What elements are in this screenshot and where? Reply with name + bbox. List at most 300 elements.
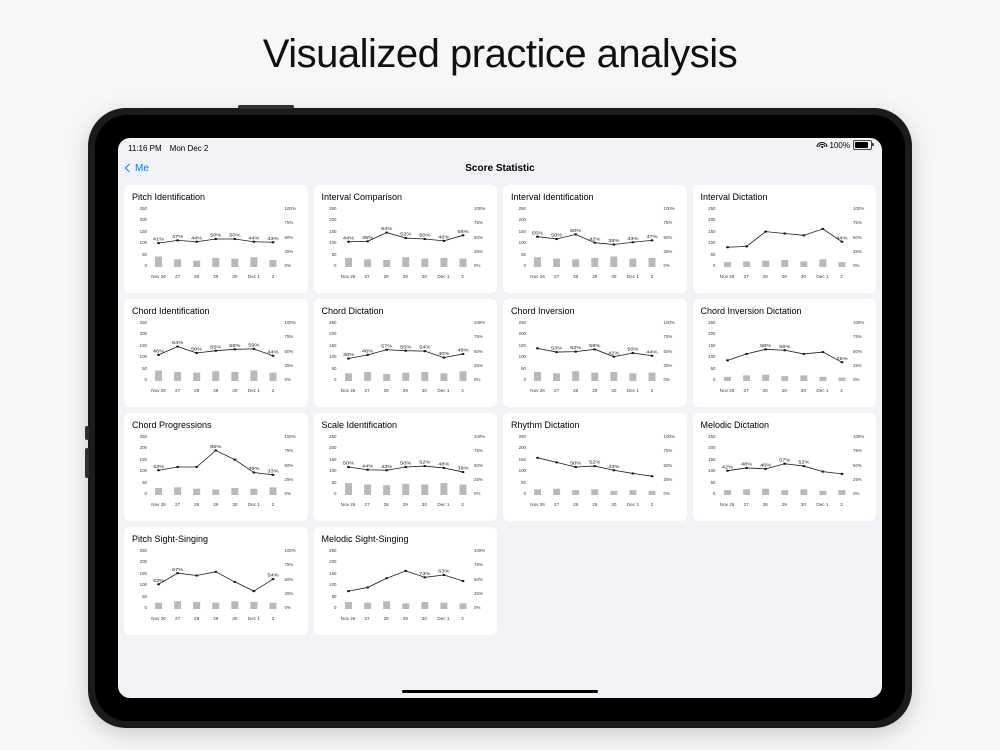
x-axis-tick: 30 (611, 502, 617, 507)
x-axis-tick: 28 (383, 274, 389, 279)
y-axis-right-tick: 25% (474, 476, 483, 482)
svg-text:50%: 50% (551, 234, 563, 239)
y-axis-left-tick: 50 (521, 251, 526, 257)
svg-text:44%: 44% (248, 236, 260, 242)
y-axis-right-tick: 75% (853, 334, 862, 340)
y-axis-right-tick: 25% (853, 248, 862, 254)
svg-text:73%: 73% (418, 572, 430, 577)
status-date: Mon Dec 2 (169, 144, 209, 153)
stat-card[interactable] (503, 299, 687, 407)
y-axis-right (664, 434, 680, 496)
x-axis-tick: 2 (271, 388, 275, 393)
stat-card-title: Chord Dictation (321, 306, 384, 316)
x-axis-tick: 2 (461, 388, 464, 393)
y-axis-left-tick: 200 (329, 217, 337, 223)
y-axis-left-tick: 0 (334, 490, 337, 496)
battery-percent-label: 100% (829, 140, 850, 150)
y-axis-right-tick: 100% (284, 320, 296, 325)
chart-plot-area (510, 204, 680, 284)
stat-card-title: Scale Identification (321, 420, 398, 430)
y-axis-left-tick: 250 (329, 548, 337, 553)
svg-text:57%: 57% (380, 344, 392, 350)
y-axis-left-tick: 250 (329, 434, 337, 439)
volume-down-button[interactable] (85, 448, 89, 478)
y-axis-left-tick: 50 (331, 251, 337, 257)
y-axis-left-tick: 250 (708, 320, 716, 325)
x-axis-tick: Dec 1 (816, 502, 829, 507)
x-axis-tick: 29 (592, 502, 598, 507)
y-axis-right-tick: 75% (284, 562, 294, 568)
y-axis-left (321, 206, 337, 268)
y-axis-left-tick: 150 (139, 342, 147, 348)
y-axis-left-tick: 150 (708, 228, 716, 234)
stat-card[interactable] (314, 185, 498, 293)
x-axis-tick: 2 (271, 616, 275, 621)
svg-text:43%: 43% (608, 465, 620, 470)
x-axis-tick: 29 (213, 274, 219, 279)
x-axis-tick: 30 (800, 388, 806, 393)
chart-plot-area (321, 204, 491, 284)
svg-text:58%: 58% (589, 344, 601, 349)
stat-card[interactable] (124, 299, 308, 407)
svg-text:45%: 45% (361, 236, 373, 241)
y-axis-left-tick: 50 (710, 251, 716, 257)
x-axis-tick: Nov 26 (530, 502, 545, 507)
svg-text:58%: 58% (759, 344, 771, 349)
y-axis-right (664, 320, 680, 382)
x-axis-tick: 30 (232, 616, 238, 621)
chart-plot-area (700, 204, 870, 284)
svg-text:50%: 50% (627, 348, 639, 353)
svg-text:38%: 38% (342, 353, 354, 358)
x-axis-tick: 28 (194, 274, 200, 279)
svg-text:44%: 44% (361, 464, 373, 470)
y-axis-right-tick: 100% (853, 206, 865, 211)
x-axis-tick: Nov 26 (340, 502, 356, 507)
ipad-device-frame (88, 108, 912, 728)
x-axis-tick: Dec 1 (626, 388, 639, 393)
y-axis-right-tick: 75% (284, 220, 294, 226)
svg-text:38%: 38% (608, 239, 620, 244)
x-axis-tick: 29 (781, 388, 787, 393)
y-axis-right-tick: 50% (474, 348, 483, 354)
y-axis-left-tick: 100 (139, 240, 147, 246)
y-axis-left (321, 320, 337, 382)
svg-text:50%: 50% (570, 462, 582, 467)
y-axis-right-tick: 100% (474, 320, 486, 325)
line-chart (339, 206, 473, 268)
x-axis-tick: 27 (554, 388, 560, 393)
x-axis-tick: 2 (650, 388, 654, 393)
y-axis-left-tick: 200 (518, 217, 526, 223)
x-axis (149, 388, 283, 398)
svg-text:50%: 50% (191, 348, 203, 353)
x-axis-tick: 28 (383, 616, 389, 621)
x-axis-tick: 2 (840, 274, 843, 279)
y-axis-right-tick: 100% (474, 206, 486, 211)
svg-text:46%: 46% (361, 349, 373, 355)
line-chart (718, 206, 852, 268)
x-axis-tick: 28 (762, 388, 768, 393)
svg-text:60%: 60% (570, 229, 582, 234)
page-title: Visualized practice analysis (262, 32, 738, 76)
y-axis-left-tick: 200 (329, 445, 337, 451)
statistics-card-grid (118, 179, 882, 635)
y-axis-right-tick: 25% (474, 362, 483, 368)
svg-text:53%: 53% (570, 346, 582, 351)
y-axis-left-tick: 150 (329, 570, 337, 576)
y-axis-right-tick: 25% (853, 476, 862, 482)
y-axis-left-tick: 0 (334, 604, 337, 610)
x-axis-tick: Nov 26 (151, 388, 166, 393)
chevron-left-icon (125, 164, 133, 172)
y-axis-right-tick: 0% (474, 377, 481, 382)
y-axis-left-tick: 250 (518, 434, 526, 439)
x-axis-tick: 30 (421, 274, 427, 279)
stat-card[interactable] (503, 185, 687, 293)
svg-text:44%: 44% (191, 236, 203, 242)
x-axis-tick: 29 (592, 274, 598, 279)
y-axis-left-tick: 50 (521, 479, 526, 485)
svg-text:47%: 47% (646, 235, 658, 240)
x-axis-tick: 29 (781, 502, 787, 507)
y-axis-right-tick: 50% (474, 576, 483, 582)
x-axis-tick: 30 (611, 274, 617, 279)
y-axis-right-tick: 100% (284, 434, 296, 439)
y-axis-right-tick: 50% (284, 348, 294, 354)
y-axis-right-tick: 0% (853, 491, 860, 496)
y-axis-left-tick: 50 (710, 479, 716, 485)
y-axis-left-tick: 250 (708, 434, 716, 439)
x-axis-tick: Nov 26 (719, 502, 735, 507)
line-chart (528, 320, 662, 382)
svg-text:54%: 54% (418, 346, 430, 351)
y-axis-right (853, 206, 869, 268)
y-axis-left (510, 320, 526, 382)
home-indicator[interactable] (402, 690, 598, 694)
svg-text:33%: 33% (267, 469, 279, 475)
x-axis-tick: 2 (650, 502, 654, 507)
power-button[interactable] (238, 105, 294, 109)
y-axis-left-tick: 200 (518, 445, 526, 451)
svg-text:48%: 48% (456, 348, 469, 354)
y-axis-left-tick: 150 (139, 228, 147, 234)
y-axis-left-tick: 0 (144, 376, 147, 382)
x-axis-tick: 29 (402, 502, 408, 507)
y-axis-left-tick: 50 (331, 593, 337, 599)
y-axis-right-tick: 25% (663, 362, 673, 368)
y-axis-left-tick: 250 (329, 206, 337, 211)
x-axis-tick: 28 (573, 388, 579, 393)
y-axis-left-tick: 250 (139, 320, 147, 325)
y-axis-left (700, 206, 716, 268)
y-axis-left-tick: 0 (144, 262, 147, 268)
x-axis-tick: 27 (175, 274, 181, 279)
stat-card-title: Chord Identification (132, 306, 210, 316)
y-axis-right (285, 206, 301, 268)
x-axis-tick: 29 (781, 274, 787, 279)
chart-plot-area (700, 318, 870, 398)
x-axis (339, 388, 473, 398)
x-axis-tick: 27 (364, 274, 370, 279)
x-axis-tick: 29 (213, 616, 219, 621)
y-axis-left-tick: 150 (518, 342, 526, 348)
back-button[interactable] (118, 163, 149, 174)
y-axis-right-tick: 100% (663, 320, 675, 325)
x-axis (149, 274, 283, 284)
stat-card-title: Rhythm Dictation (511, 420, 580, 430)
chart-plot-area (321, 432, 491, 512)
x-axis-tick: Dec 1 (437, 388, 450, 393)
svg-text:50%: 50% (399, 462, 411, 467)
y-axis-left-tick: 200 (139, 559, 147, 565)
back-button-label: Me (135, 162, 149, 174)
stat-card[interactable] (124, 413, 308, 521)
status-bar (118, 138, 882, 157)
y-axis-left-tick: 150 (329, 456, 337, 462)
y-axis-left-tick: 200 (708, 445, 716, 451)
x-axis (528, 502, 662, 512)
x-axis-tick: 30 (800, 502, 806, 507)
y-axis-right-tick: 75% (853, 448, 862, 454)
x-axis-tick: 30 (421, 502, 427, 507)
y-axis-left (510, 434, 526, 496)
stat-card[interactable] (693, 185, 877, 293)
svg-text:52%: 52% (418, 461, 430, 466)
svg-text:44%: 44% (646, 350, 658, 356)
y-axis-left-tick: 0 (144, 490, 147, 496)
y-axis-right-tick: 50% (853, 462, 862, 468)
x-axis-tick: 28 (194, 616, 200, 621)
y-axis-left (131, 206, 147, 268)
x-axis-tick: Dec 1 (437, 502, 450, 507)
y-axis-left-tick: 250 (518, 206, 526, 211)
x-axis-tick: 2 (271, 274, 275, 279)
y-axis-right-tick: 50% (474, 462, 483, 468)
x-axis-tick: Nov 26 (530, 274, 545, 279)
y-axis-left (700, 434, 716, 496)
status-time: 11:16 PM (128, 144, 162, 153)
y-axis-left-tick: 0 (144, 604, 147, 610)
y-axis-left-tick: 0 (713, 376, 716, 382)
y-axis-left-tick: 0 (713, 262, 716, 268)
y-axis-right-tick: 75% (284, 334, 294, 340)
svg-text:58%: 58% (456, 230, 469, 235)
svg-text:44%: 44% (835, 236, 848, 242)
x-axis-tick: 2 (461, 616, 464, 621)
x-axis-tick: Nov 26 (340, 616, 356, 621)
x-axis-tick: 29 (402, 616, 408, 621)
y-axis-right-tick: 75% (853, 220, 862, 226)
stat-card[interactable] (503, 413, 687, 521)
y-axis-right-tick: 0% (284, 491, 291, 496)
x-axis-tick: 29 (213, 502, 219, 507)
y-axis-left (700, 320, 716, 382)
y-axis-right-tick: 0% (663, 491, 670, 496)
svg-text:44%: 44% (342, 236, 354, 242)
y-axis-right (285, 434, 301, 496)
x-axis-tick: 2 (840, 388, 843, 393)
y-axis-left-tick: 100 (708, 468, 716, 474)
svg-text:52%: 52% (399, 233, 411, 238)
x-axis-tick: Nov 26 (719, 274, 735, 279)
x-axis-tick: 30 (232, 388, 238, 393)
y-axis-left-tick: 200 (708, 217, 716, 223)
line-chart (718, 434, 852, 496)
stat-card[interactable] (314, 527, 498, 635)
y-axis-right-tick: 25% (663, 248, 673, 254)
y-axis-right-tick: 0% (663, 263, 670, 268)
svg-text:53%: 53% (551, 347, 563, 352)
y-axis-right-tick: 50% (474, 234, 483, 240)
status-bar-right (818, 140, 872, 150)
y-axis-left (131, 320, 147, 382)
chart-plot-area (131, 432, 301, 512)
y-axis-left-tick: 250 (329, 320, 337, 325)
chart-plot-area (321, 318, 491, 398)
stat-card[interactable] (124, 527, 308, 635)
line-chart (528, 206, 662, 268)
x-axis-tick: 2 (840, 502, 843, 507)
x-axis-tick: 28 (762, 274, 768, 279)
y-axis-right (474, 434, 490, 496)
x-axis-tick: 27 (743, 388, 749, 393)
stat-card[interactable] (693, 299, 877, 407)
stat-card[interactable] (314, 413, 498, 521)
y-axis-right-tick: 100% (284, 548, 296, 553)
status-bar-left (128, 144, 208, 153)
x-axis-tick: 27 (175, 388, 181, 393)
y-axis-right (285, 548, 301, 610)
y-axis-right (474, 320, 490, 382)
x-axis-tick: Dec 1 (437, 274, 450, 279)
y-axis-right (853, 320, 869, 382)
svg-text:50%: 50% (229, 234, 241, 239)
svg-text:57%: 57% (778, 458, 790, 464)
chart-plot-area (700, 432, 870, 512)
x-axis-tick: 27 (175, 502, 181, 507)
y-axis-left (321, 434, 337, 496)
y-axis-left-tick: 0 (334, 376, 337, 382)
svg-text:43%: 43% (267, 237, 279, 242)
y-axis-right-tick: 0% (474, 263, 481, 268)
svg-text:67%: 67% (172, 568, 184, 573)
x-axis-tick: 27 (364, 388, 370, 393)
y-axis-left-tick: 50 (142, 593, 147, 599)
stat-card[interactable] (124, 185, 308, 293)
y-axis-right-tick: 0% (284, 377, 291, 382)
svg-text:52%: 52% (797, 461, 809, 466)
svg-text:42%: 42% (608, 351, 620, 356)
y-axis-right-tick: 75% (474, 334, 483, 340)
y-axis-left-tick: 0 (713, 490, 716, 496)
y-axis-right-tick: 0% (474, 605, 481, 610)
x-axis (149, 502, 283, 512)
y-axis-left-tick: 200 (329, 331, 337, 337)
navigation-bar (118, 157, 882, 179)
svg-text:55%: 55% (531, 231, 544, 236)
x-axis (718, 388, 852, 398)
line-chart (149, 206, 283, 268)
svg-text:55%: 55% (399, 345, 411, 350)
x-axis-tick: 30 (421, 616, 427, 621)
x-axis-tick: Nov 26 (340, 274, 356, 279)
x-axis-tick: 30 (232, 502, 238, 507)
x-axis-tick: Nov 26 (151, 502, 166, 507)
x-axis-tick: 29 (402, 274, 408, 279)
x-axis-tick: 29 (592, 388, 598, 393)
x-axis-tick: 2 (271, 502, 275, 507)
y-axis-left-tick: 150 (139, 570, 147, 576)
stat-card-title: Chord Inversion Dictation (700, 306, 802, 316)
y-axis-left-tick: 0 (523, 262, 526, 268)
y-axis-left-tick: 150 (708, 456, 716, 462)
svg-text:25%: 25% (835, 357, 848, 362)
x-axis-tick: 27 (743, 274, 749, 279)
y-axis-right (474, 206, 490, 268)
y-axis-left-tick: 100 (329, 582, 337, 588)
volume-up-button[interactable] (85, 426, 89, 440)
svg-text:46%: 46% (437, 235, 449, 241)
y-axis-right-tick: 25% (284, 248, 294, 254)
y-axis-left-tick: 0 (523, 490, 526, 496)
y-axis-left-tick: 50 (142, 251, 147, 257)
svg-text:64%: 64% (172, 341, 184, 346)
y-axis-left-tick: 200 (139, 445, 147, 451)
svg-text:48%: 48% (740, 462, 752, 468)
x-axis-tick: 30 (421, 388, 427, 393)
x-axis (149, 616, 283, 626)
x-axis-tick: Dec 1 (247, 616, 260, 621)
line-chart (339, 434, 473, 496)
stat-card[interactable] (693, 413, 877, 521)
y-axis-left-tick: 100 (139, 582, 147, 588)
svg-text:39%: 39% (456, 467, 469, 472)
y-axis-right-tick: 50% (853, 234, 862, 240)
stat-card-title: Melodic Sight-Singing (321, 534, 409, 544)
x-axis-tick: 27 (364, 502, 370, 507)
y-axis-right-tick: 25% (474, 248, 483, 254)
svg-text:43%: 43% (152, 579, 165, 584)
y-axis-left-tick: 100 (329, 354, 337, 360)
app-screen (118, 138, 882, 698)
x-axis-tick: 2 (650, 274, 654, 279)
y-axis-right (853, 434, 869, 496)
y-axis-left-tick: 200 (708, 331, 716, 337)
stat-card-title: Melodic Dictation (700, 420, 770, 430)
svg-text:58%: 58% (229, 344, 241, 349)
line-chart (149, 434, 283, 496)
page-heading: Score Statistic (465, 162, 535, 174)
x-axis-tick: 30 (232, 274, 238, 279)
y-axis-left-tick: 100 (708, 354, 716, 360)
y-axis-right-tick: 100% (663, 206, 675, 211)
svg-text:86%: 86% (210, 445, 222, 450)
stat-card[interactable] (314, 299, 498, 407)
x-axis (339, 274, 473, 284)
line-chart (339, 548, 473, 610)
y-axis-left-tick: 50 (331, 479, 337, 485)
svg-text:46%: 46% (152, 349, 165, 355)
svg-text:43%: 43% (380, 465, 392, 470)
svg-text:43%: 43% (627, 237, 639, 242)
x-axis (528, 388, 662, 398)
chart-plot-area (131, 318, 301, 398)
x-axis-tick: 29 (213, 388, 219, 393)
svg-text:48%: 48% (437, 462, 449, 468)
y-axis-right-tick: 75% (663, 334, 673, 340)
svg-text:42%: 42% (721, 465, 733, 470)
